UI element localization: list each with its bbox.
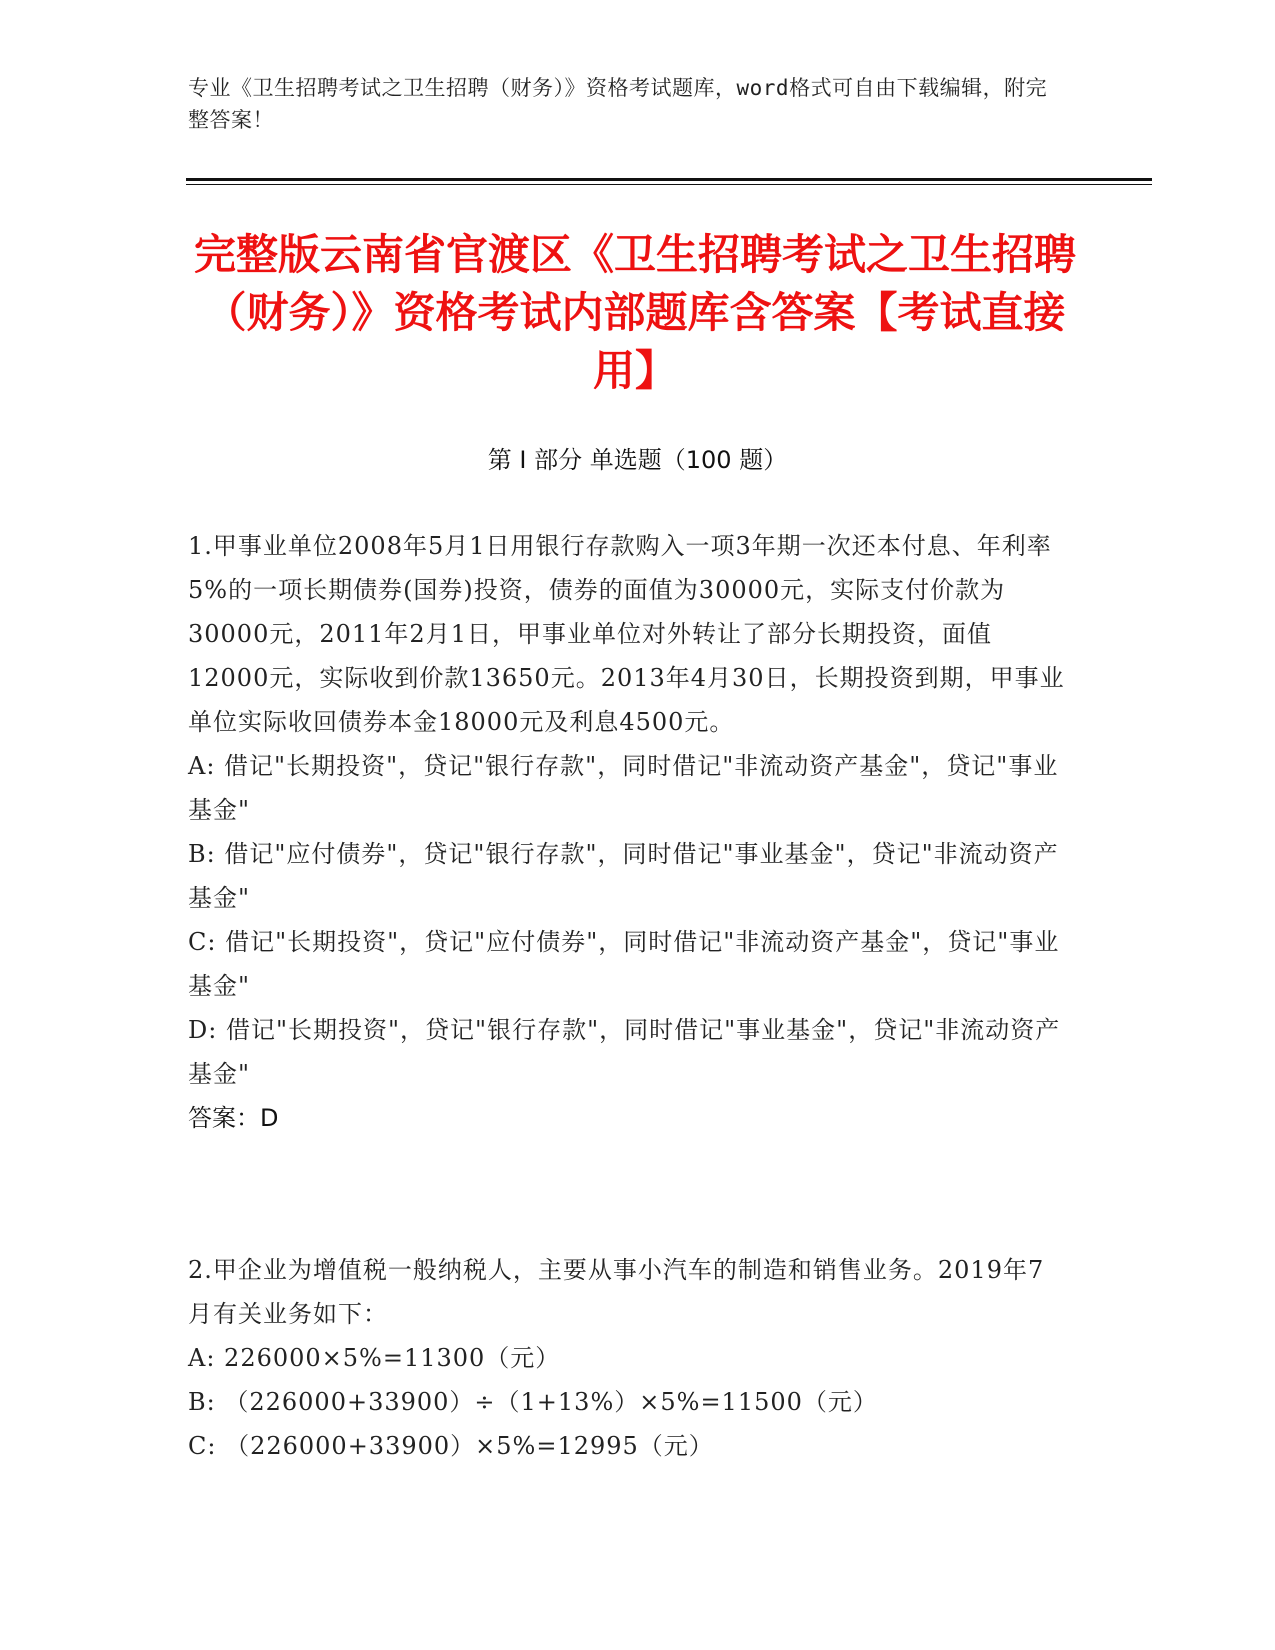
question-text: 1.甲事业单位2008年5月1日用银行存款购入一项3年期一次还本付息、年利率5%的一项长期债券(国券)投资，债券的面值为30000元，实际支付价款为30000元，2011年2月1日，甲事业单位对外转让了部分长期投资，面值12000元，实际收到价款13650元。2013年4月30日，长期投资到期，甲事业单位实际收回债券本金18000元及利息4500元。 — [188, 532, 1065, 736]
option-b: B: 借记"应付债券"，贷记"银行存款"，同时借记"事业基金"，贷记"非流动资产基金" — [188, 840, 1059, 912]
option-d: D: 借记"长期投资"，贷记"银行存款"，同时借记"事业基金"，贷记"非流动资产基金" — [188, 1016, 1061, 1088]
question-2 — [188, 1248, 1068, 1468]
document-title: 完整版云南省官渡区《卫生招聘考试之卫生招聘（财务）》资格考试内部题库含答案【考试直接用】 — [193, 230, 1076, 395]
header-note: 专业《卫生招聘考试之卫生招聘（财务）》资格考试题库，word格式可自由下载编辑，附完整答案！ — [188, 76, 1048, 132]
answer: 答案：D — [188, 1104, 279, 1132]
question-1 — [188, 524, 1068, 1140]
option-b: B: （226000+33900）÷（1+13%）×5%=11500（元） — [188, 1388, 878, 1416]
section-title: 第 I 部分 单选题（100 题） — [487, 446, 788, 474]
option-c: C: （226000+33900）×5%=12995（元） — [188, 1432, 714, 1460]
option-a: A: 借记"长期投资"，贷记"银行存款"，同时借记"非流动资产基金"，贷记"事业基金" — [188, 752, 1059, 824]
header-divider-thick — [186, 178, 1152, 181]
header-divider-thin — [186, 184, 1152, 185]
option-c: C: 借记"长期投资"，贷记"应付债券"，同时借记"非流动资产基金"，贷记"事业基金" — [188, 928, 1060, 1000]
option-a: A: 226000×5%=11300（元） — [188, 1344, 561, 1372]
question-text: 2.甲企业为增值税一般纳税人，主要从事小汽车的制造和销售业务。2019年7月有关业务如下： — [188, 1256, 1045, 1328]
